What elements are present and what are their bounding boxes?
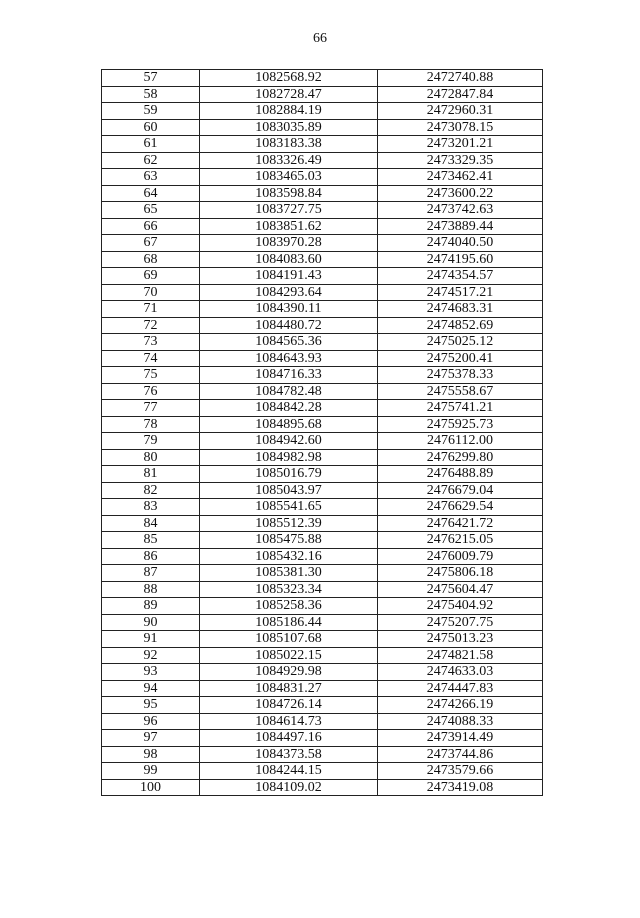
table-row [102,136,543,153]
table-row [102,301,543,318]
point-number-cell: 57 [102,70,200,87]
table-row [102,218,543,235]
x-coordinate-cell: 1083598.84 [200,185,378,202]
table-row [102,317,543,334]
x-coordinate-cell: 1085323.34 [200,581,378,598]
table-row [102,367,543,384]
x-coordinate-cell: 1085016.79 [200,466,378,483]
table-row [102,268,543,285]
x-coordinate-cell: 1084191.43 [200,268,378,285]
point-number-cell: 70 [102,284,200,301]
table-row [102,515,543,532]
table-row [102,631,543,648]
y-coordinate-cell: 2473462.41 [378,169,543,186]
y-coordinate-cell: 2475378.33 [378,367,543,384]
table-row [102,713,543,730]
y-coordinate-cell: 2475604.47 [378,581,543,598]
x-coordinate-cell: 1084373.58 [200,746,378,763]
y-coordinate-cell: 2473419.08 [378,779,543,796]
table-row [102,746,543,763]
y-coordinate-cell: 2474633.03 [378,664,543,681]
y-coordinate-cell: 2473329.35 [378,152,543,169]
y-coordinate-cell: 2475741.21 [378,400,543,417]
point-number-cell: 97 [102,730,200,747]
y-coordinate-cell: 2473600.22 [378,185,543,202]
table-row [102,779,543,796]
y-coordinate-cell: 2473078.15 [378,119,543,136]
point-number-cell: 82 [102,482,200,499]
x-coordinate-cell: 1084109.02 [200,779,378,796]
table-row [102,548,543,565]
point-number-cell: 88 [102,581,200,598]
point-number-cell: 76 [102,383,200,400]
point-number-cell: 62 [102,152,200,169]
x-coordinate-cell: 1085432.16 [200,548,378,565]
point-number-cell: 59 [102,103,200,120]
table-row [102,400,543,417]
point-number-cell: 58 [102,86,200,103]
x-coordinate-cell: 1084614.73 [200,713,378,730]
x-coordinate-cell: 1085475.88 [200,532,378,549]
table-row [102,119,543,136]
x-coordinate-cell: 1082568.92 [200,70,378,87]
table-row [102,169,543,186]
point-number-cell: 89 [102,598,200,615]
table-row [102,532,543,549]
x-coordinate-cell: 1082884.19 [200,103,378,120]
table-row [102,70,543,87]
y-coordinate-cell: 2472960.31 [378,103,543,120]
table-row [102,103,543,120]
point-number-cell: 71 [102,301,200,318]
y-coordinate-cell: 2474683.31 [378,301,543,318]
x-coordinate-cell: 1084244.15 [200,763,378,780]
y-coordinate-cell: 2473744.86 [378,746,543,763]
point-number-cell: 87 [102,565,200,582]
y-coordinate-cell: 2475200.41 [378,350,543,367]
point-number-cell: 94 [102,680,200,697]
y-coordinate-cell: 2474040.50 [378,235,543,252]
point-number-cell: 63 [102,169,200,186]
x-coordinate-cell: 1083183.38 [200,136,378,153]
x-coordinate-cell: 1084942.60 [200,433,378,450]
table-row [102,185,543,202]
x-coordinate-cell: 1085107.68 [200,631,378,648]
point-number-cell: 78 [102,416,200,433]
y-coordinate-cell: 2476679.04 [378,482,543,499]
table-row [102,730,543,747]
coordinates-table [101,69,543,796]
table-row [102,350,543,367]
table-row [102,449,543,466]
table-row [102,647,543,664]
y-coordinate-cell: 2476009.79 [378,548,543,565]
x-coordinate-cell: 1084565.36 [200,334,378,351]
point-number-cell: 98 [102,746,200,763]
table-row [102,235,543,252]
y-coordinate-cell: 2472740.88 [378,70,543,87]
table-row [102,466,543,483]
y-coordinate-cell: 2476421.72 [378,515,543,532]
table-row [102,251,543,268]
y-coordinate-cell: 2476112.00 [378,433,543,450]
point-number-cell: 67 [102,235,200,252]
x-coordinate-cell: 1084831.27 [200,680,378,697]
table-row [102,152,543,169]
point-number-cell: 68 [102,251,200,268]
y-coordinate-cell: 2474821.58 [378,647,543,664]
table-row [102,499,543,516]
point-number-cell: 60 [102,119,200,136]
x-coordinate-cell: 1084726.14 [200,697,378,714]
table-row [102,383,543,400]
y-coordinate-cell: 2475558.67 [378,383,543,400]
y-coordinate-cell: 2476299.80 [378,449,543,466]
point-number-cell: 100 [102,779,200,796]
x-coordinate-cell: 1085512.39 [200,515,378,532]
table-row [102,614,543,631]
x-coordinate-cell: 1083727.75 [200,202,378,219]
table-body [102,70,543,796]
x-coordinate-cell: 1084895.68 [200,416,378,433]
x-coordinate-cell: 1083851.62 [200,218,378,235]
point-number-cell: 93 [102,664,200,681]
point-number-cell: 77 [102,400,200,417]
point-number-cell: 81 [102,466,200,483]
point-number-cell: 69 [102,268,200,285]
x-coordinate-cell: 1084782.48 [200,383,378,400]
y-coordinate-cell: 2474354.57 [378,268,543,285]
y-coordinate-cell: 2475025.12 [378,334,543,351]
table-row [102,482,543,499]
x-coordinate-cell: 1084293.64 [200,284,378,301]
x-coordinate-cell: 1084842.28 [200,400,378,417]
x-coordinate-cell: 1084390.11 [200,301,378,318]
table-row [102,202,543,219]
table-row [102,664,543,681]
y-coordinate-cell: 2475404.92 [378,598,543,615]
x-coordinate-cell: 1085541.65 [200,499,378,516]
y-coordinate-cell: 2475925.73 [378,416,543,433]
x-coordinate-cell: 1084982.98 [200,449,378,466]
table-row [102,284,543,301]
table-row [102,697,543,714]
y-coordinate-cell: 2475013.23 [378,631,543,648]
point-number-cell: 73 [102,334,200,351]
table-row [102,86,543,103]
x-coordinate-cell: 1085258.36 [200,598,378,615]
x-coordinate-cell: 1084497.16 [200,730,378,747]
point-number-cell: 92 [102,647,200,664]
point-number-cell: 80 [102,449,200,466]
x-coordinate-cell: 1083970.28 [200,235,378,252]
point-number-cell: 99 [102,763,200,780]
y-coordinate-cell: 2473914.49 [378,730,543,747]
point-number-cell: 64 [102,185,200,202]
y-coordinate-cell: 2473889.44 [378,218,543,235]
point-number-cell: 66 [102,218,200,235]
x-coordinate-cell: 1083465.03 [200,169,378,186]
point-number-cell: 96 [102,713,200,730]
x-coordinate-cell: 1085186.44 [200,614,378,631]
x-coordinate-cell: 1082728.47 [200,86,378,103]
point-number-cell: 74 [102,350,200,367]
y-coordinate-cell: 2476215.05 [378,532,543,549]
x-coordinate-cell: 1084480.72 [200,317,378,334]
point-number-cell: 72 [102,317,200,334]
table-row [102,598,543,615]
point-number-cell: 65 [102,202,200,219]
point-number-cell: 90 [102,614,200,631]
table-row [102,581,543,598]
point-number-cell: 61 [102,136,200,153]
x-coordinate-cell: 1083326.49 [200,152,378,169]
x-coordinate-cell: 1083035.89 [200,119,378,136]
y-coordinate-cell: 2475207.75 [378,614,543,631]
table-row [102,565,543,582]
x-coordinate-cell: 1085022.15 [200,647,378,664]
point-number-cell: 85 [102,532,200,549]
point-number-cell: 91 [102,631,200,648]
table-row [102,433,543,450]
y-coordinate-cell: 2474852.69 [378,317,543,334]
y-coordinate-cell: 2475806.18 [378,565,543,582]
y-coordinate-cell: 2474195.60 [378,251,543,268]
table-row [102,763,543,780]
x-coordinate-cell: 1085381.30 [200,565,378,582]
point-number-cell: 79 [102,433,200,450]
y-coordinate-cell: 2476488.89 [378,466,543,483]
y-coordinate-cell: 2473579.66 [378,763,543,780]
table-row [102,680,543,697]
y-coordinate-cell: 2474266.19 [378,697,543,714]
y-coordinate-cell: 2472847.84 [378,86,543,103]
y-coordinate-cell: 2473742.63 [378,202,543,219]
point-number-cell: 95 [102,697,200,714]
table-row [102,334,543,351]
y-coordinate-cell: 2474517.21 [378,284,543,301]
y-coordinate-cell: 2474088.33 [378,713,543,730]
page-number: 66 [313,31,327,46]
y-coordinate-cell: 2474447.83 [378,680,543,697]
point-number-cell: 86 [102,548,200,565]
x-coordinate-cell: 1084716.33 [200,367,378,384]
table-row [102,416,543,433]
point-number-cell: 84 [102,515,200,532]
x-coordinate-cell: 1084083.60 [200,251,378,268]
point-number-cell: 83 [102,499,200,516]
x-coordinate-cell: 1084929.98 [200,664,378,681]
x-coordinate-cell: 1084643.93 [200,350,378,367]
y-coordinate-cell: 2476629.54 [378,499,543,516]
x-coordinate-cell: 1085043.97 [200,482,378,499]
point-number-cell: 75 [102,367,200,384]
y-coordinate-cell: 2473201.21 [378,136,543,153]
